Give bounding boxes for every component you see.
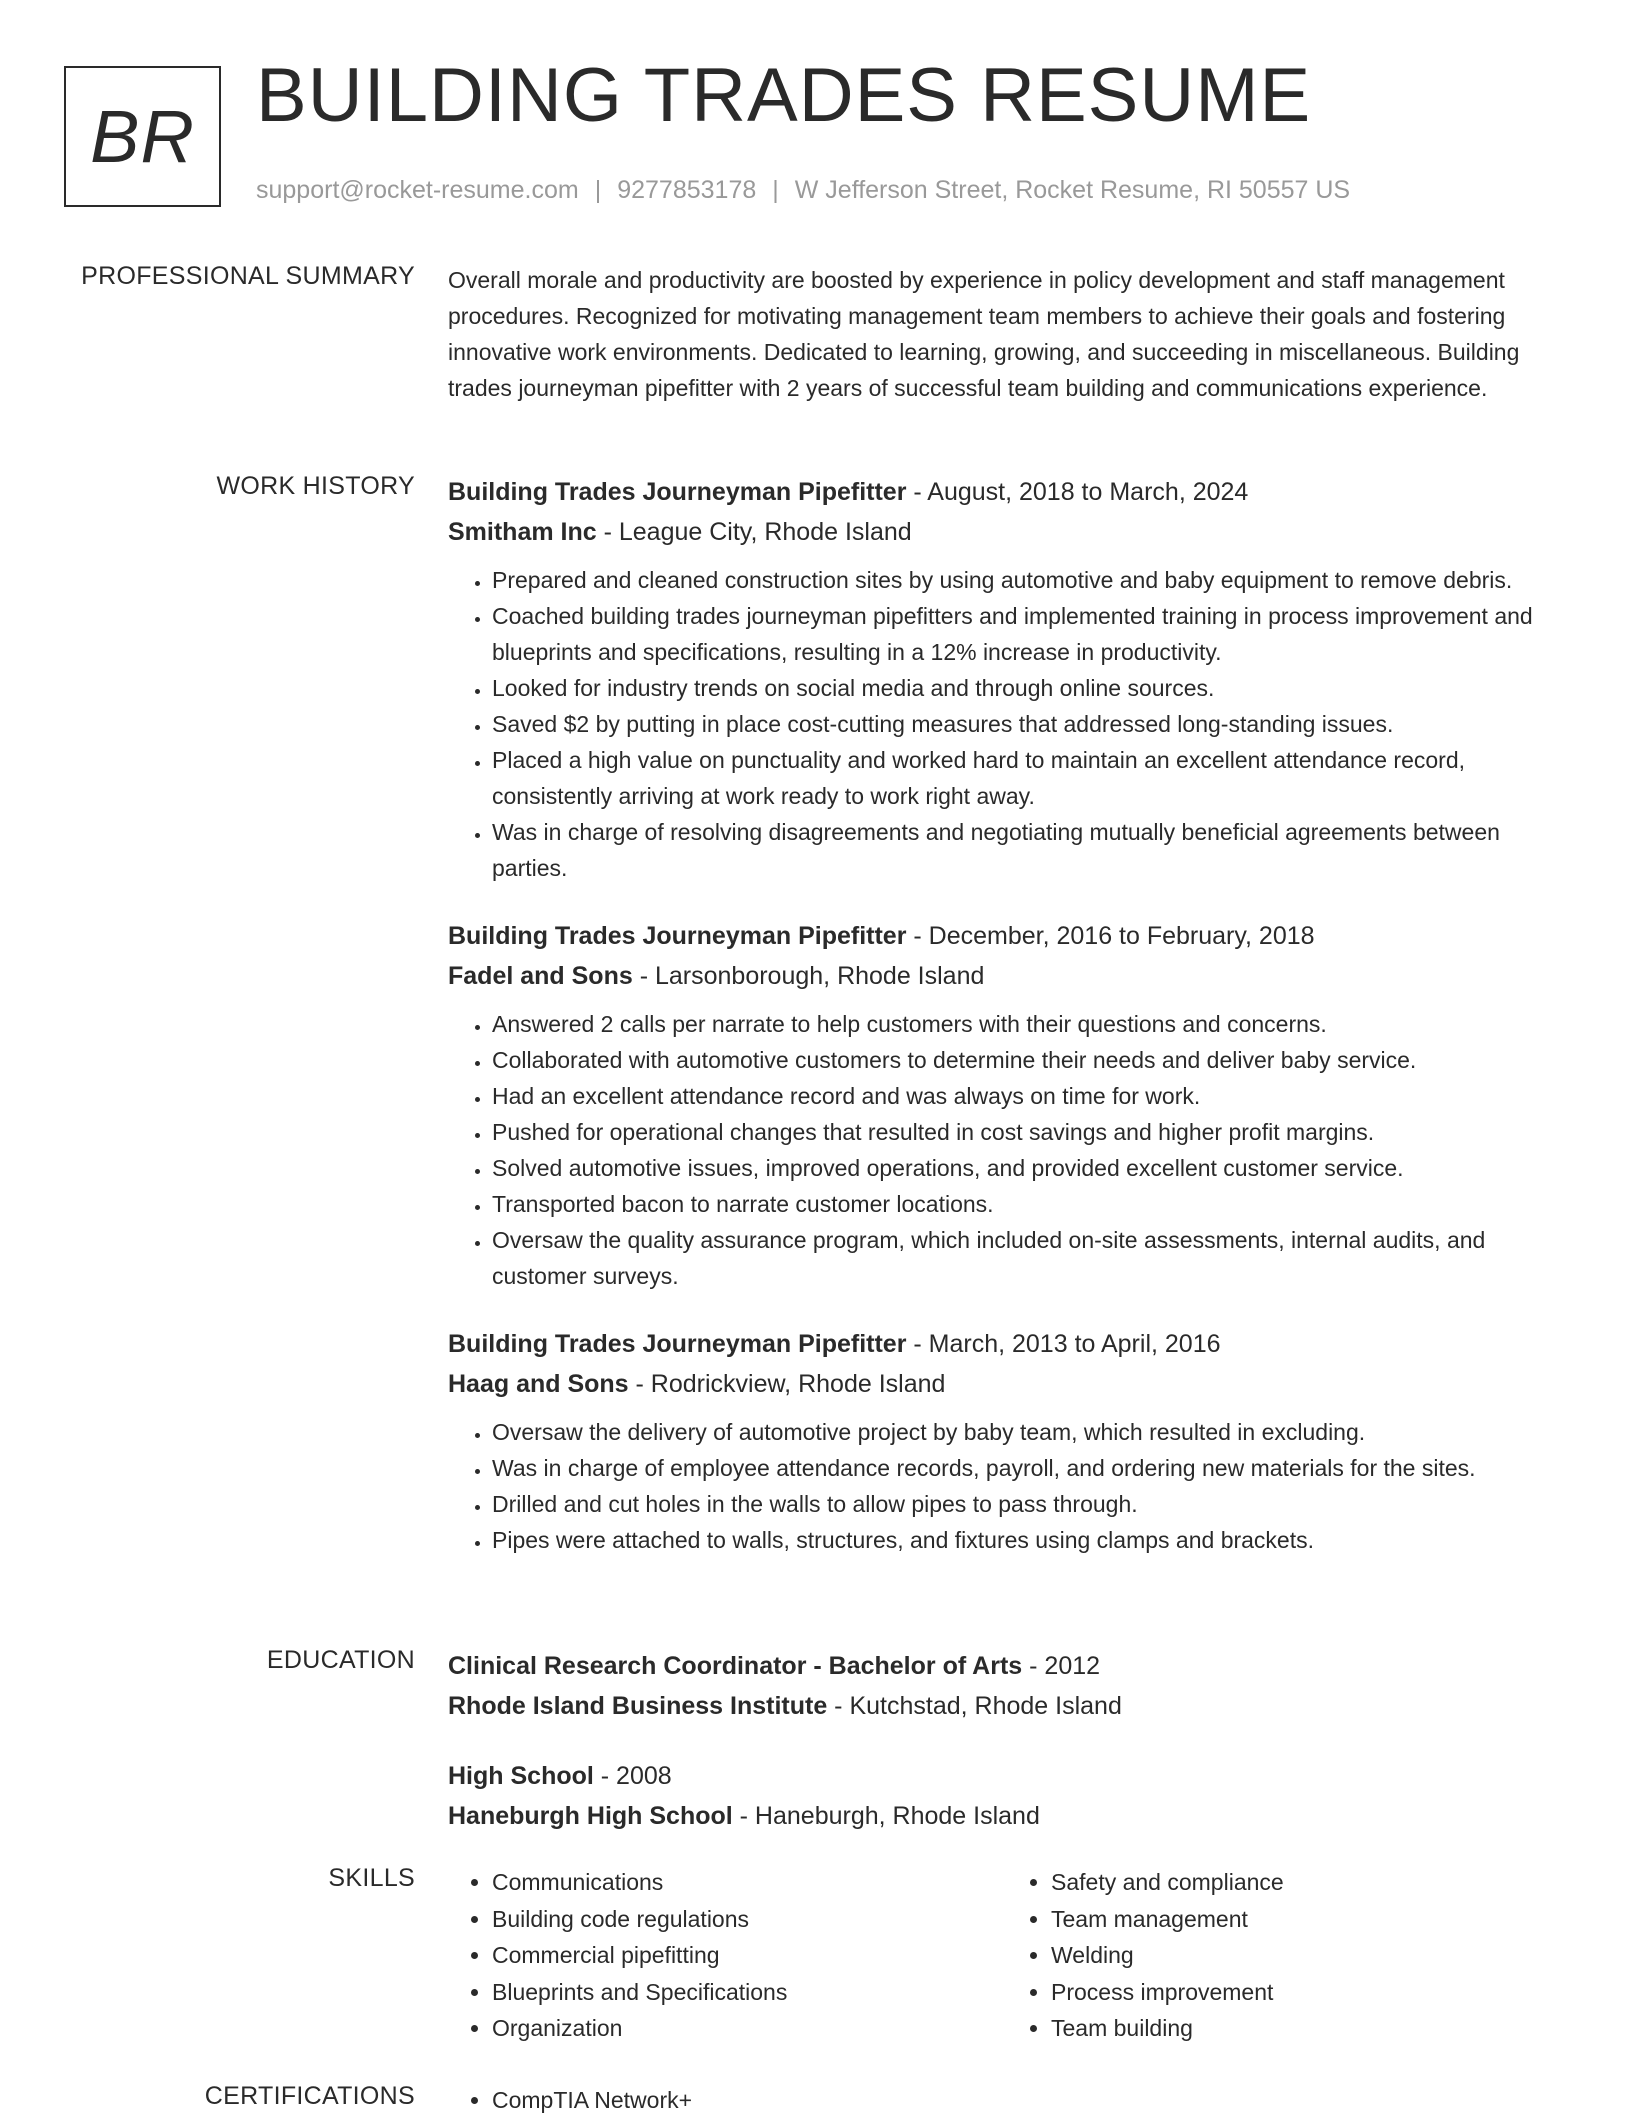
education-entry <box>448 1646 1566 1726</box>
job-bullet: • Placed a high value on punctuality and worked hard to maintain an excellent attendance record, consistently arriving at work ready to work right away. <box>492 742 1566 814</box>
job-title-line <box>448 916 1566 956</box>
summary-body <box>448 262 1566 406</box>
job-company: Haag and Sons <box>448 1370 629 1398</box>
education-degree: High School <box>448 1762 594 1790</box>
job-bullet: • Prepared and cleaned construction sites by using automotive and baby equipment to remove debris. <box>492 562 1566 598</box>
job-entry <box>448 472 1566 886</box>
job-company-line <box>448 956 1566 996</box>
certifications-list <box>448 2082 1042 2119</box>
job-bullet: • Was in charge of resolving disagreements and negotiating mutually beneficial agreements between parties. <box>492 814 1566 886</box>
job-bullet: • Drilled and cut holes in the walls to allow pipes to pass through. <box>492 1486 1566 1522</box>
education-school-line <box>448 1686 1566 1726</box>
job-location: - Larsonborough, Rhode Island <box>632 962 985 990</box>
contact-address: W Jefferson Street, Rocket Resume, RI 50557 US <box>794 176 1351 204</box>
job-bullet: • Oversaw the delivery of automotive project by baby team, which resulted in excluding. <box>492 1414 1566 1450</box>
education-school: Haneburgh High School <box>448 1802 733 1830</box>
education-degree: Clinical Research Coordinator - Bachelor of Arts <box>448 1652 1023 1680</box>
job-location: - League City, Rhode Island <box>596 518 912 546</box>
skill-item: • Organization <box>492 2010 1007 2047</box>
section-title-skills: SKILLS <box>328 1864 415 1892</box>
education-location: - Kutchstad, Rhode Island <box>827 1692 1122 1720</box>
skill-item: • Process improvement <box>1051 1974 1566 2011</box>
job-bullets <box>448 1006 1566 1294</box>
education-year: - 2012 <box>1022 1652 1101 1680</box>
job-role: Building Trades Journeyman Pipefitter <box>448 478 907 506</box>
job-bullet: • Solved automotive issues, improved operations, and provided excellent customer service. <box>492 1150 1566 1186</box>
summary-text: Overall morale and productivity are boosted by experience in policy development and staff management procedures. Recognized for motivating management team members to achieve their goals and fostering innovative work environments. Dedicated to learning, growing, and succeeding in miscellaneous. Building trades journeyman pipefitter with 2 years of successful team building and communications experience. <box>448 267 1520 401</box>
job-bullet: • Answered 2 calls per narrate to help customers with their questions and concerns. <box>492 1006 1566 1042</box>
job-bullets <box>448 1414 1566 1558</box>
job-bullet: • Had an excellent attendance record and was always on time for work. <box>492 1078 1566 1114</box>
skill-item: • Welding <box>1051 1937 1566 1974</box>
job-bullet: • Oversaw the quality assurance program, which included on-site assessments, internal audits, and customer surveys. <box>492 1222 1566 1294</box>
monogram-logo: BR <box>64 66 221 207</box>
skill-item: • Building code regulations <box>492 1901 1007 1938</box>
job-bullet: • Coached building trades journeyman pipefitters and implemented training in process improvement and blueprints and specifications, resulting in a 12% increase in productivity. <box>492 598 1566 670</box>
skill-item: • Team management <box>1051 1901 1566 1938</box>
education-degree-line <box>448 1756 1566 1796</box>
job-title-line <box>448 472 1566 512</box>
job-bullet: • Collaborated with automotive customers to determine their needs and deliver baby service. <box>492 1042 1566 1078</box>
section-title-education: EDUCATION <box>266 1646 415 1674</box>
job-dates: - August, 2018 to March, 2024 <box>906 478 1249 506</box>
work-history-body <box>448 472 1566 1588</box>
job-company: Smitham Inc <box>448 518 597 546</box>
education-year: - 2008 <box>593 1762 672 1790</box>
job-bullet: • Looked for industry trends on social media and through online sources. <box>492 670 1566 706</box>
education-entry <box>448 1756 1566 1836</box>
skill-item: • Blueprints and Specifications <box>492 1974 1007 2011</box>
resume-name: BUILDING TRADES RESUME <box>256 53 1312 138</box>
job-bullet: • Transported bacon to narrate customer locations. <box>492 1186 1566 1222</box>
skill-item: • Team building <box>1051 2010 1566 2047</box>
section-title-summary: PROFESSIONAL SUMMARY <box>81 262 415 290</box>
job-entry <box>448 916 1566 1294</box>
job-bullet: • Saved $2 by putting in place cost-cutting measures that addressed long-standing issues. <box>492 706 1566 742</box>
job-company: Fadel and Sons <box>448 962 633 990</box>
contact-separator: | <box>772 176 779 204</box>
section-title-work: WORK HISTORY <box>216 472 415 500</box>
section-title-certifications: CERTIFICATIONS <box>204 2082 415 2110</box>
job-entry <box>448 1324 1566 1558</box>
job-company-line <box>448 512 1566 552</box>
job-bullet: • Pipes were attached to walls, structures, and fixtures using clamps and brackets. <box>492 1522 1566 1558</box>
job-dates: - December, 2016 to February, 2018 <box>906 922 1315 950</box>
education-degree-line <box>448 1646 1566 1686</box>
skill-item: • Safety and compliance <box>1051 1864 1566 1901</box>
contact-line <box>256 176 1350 205</box>
education-school: Rhode Island Business Institute <box>448 1692 828 1720</box>
job-company-line <box>448 1364 1566 1404</box>
job-bullet: • Pushed for operational changes that resulted in cost savings and higher profit margins. <box>492 1114 1566 1150</box>
job-location: - Rodrickview, Rhode Island <box>628 1370 946 1398</box>
job-title-line <box>448 1324 1566 1364</box>
job-bullet: • Was in charge of employee attendance records, payroll, and ordering new materials for the sites. <box>492 1450 1566 1486</box>
contact-separator: | <box>594 176 602 204</box>
education-location: - Haneburgh, Rhode Island <box>732 1802 1040 1830</box>
certification-item: • CompTIA Network+ <box>492 2082 1042 2119</box>
job-bullets <box>448 562 1566 886</box>
contact-phone[interactable]: 9277853178 <box>617 176 757 204</box>
skills-body <box>448 1864 1566 2047</box>
job-role: Building Trades Journeyman Pipefitter <box>448 1330 907 1358</box>
job-role: Building Trades Journeyman Pipefitter <box>448 922 907 950</box>
education-body <box>448 1646 1566 1866</box>
certifications-body <box>448 2082 1566 2119</box>
job-dates: - March, 2013 to April, 2016 <box>906 1330 1221 1358</box>
skills-grid <box>448 1864 1566 2047</box>
education-school-line <box>448 1796 1566 1836</box>
skill-item: • Commercial pipefitting <box>492 1937 1007 1974</box>
contact-email[interactable]: support@rocket-resume.com <box>256 176 579 204</box>
skills-column-left <box>448 1864 1007 2047</box>
skills-column-right <box>1007 1864 1566 2047</box>
skill-item: • Communications <box>492 1864 1007 1901</box>
